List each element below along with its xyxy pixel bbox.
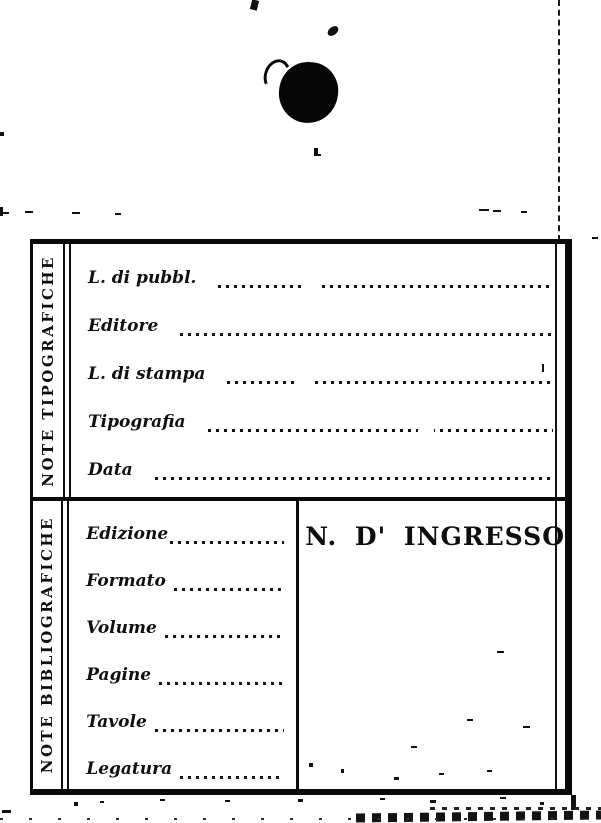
- dotted-rule: [180, 776, 284, 779]
- field-row: [88, 302, 553, 350]
- dotted-rule: [155, 729, 285, 732]
- scan-noise: [467, 719, 473, 721]
- scan-noise: [430, 800, 436, 803]
- scan-noise: [160, 799, 165, 801]
- field-label: Data: [88, 460, 133, 480]
- scan-noise: [0, 132, 4, 136]
- scan-noise: [72, 212, 80, 214]
- section-side-label: NOTE TIPOGRAFICHE: [39, 254, 57, 487]
- scan-noise: [250, 0, 259, 11]
- section-side-label: NOTE BIBLIOGRAFICHE: [38, 516, 57, 774]
- dotted-rule: [165, 635, 285, 638]
- field-row: [88, 398, 553, 446]
- field-label: Tavole: [86, 712, 147, 732]
- field-row: [86, 699, 284, 746]
- scan-noise: [521, 211, 527, 213]
- field-row: [88, 350, 553, 398]
- scan-noise-band: [430, 807, 601, 810]
- scan-noise: [487, 770, 492, 772]
- scan-noise: [314, 154, 321, 156]
- ingresso-box: [299, 501, 565, 789]
- field-label: Edizione: [86, 524, 169, 544]
- field-label: Formato: [86, 571, 166, 591]
- scan-noise: [2, 810, 11, 813]
- scan-noise: [542, 364, 544, 372]
- field-row: [86, 746, 284, 789]
- scan-noise: [74, 802, 78, 806]
- scan-noise: [411, 746, 417, 748]
- section-note-bibliografiche: [33, 501, 565, 789]
- scan-noise: [25, 211, 33, 213]
- side-strip: [33, 501, 61, 789]
- ingresso-label: N. D' INGRESSO: [305, 522, 565, 551]
- scan-noise: [523, 726, 530, 728]
- dotted-rule: [218, 285, 553, 288]
- dotted-rule: [180, 333, 553, 336]
- dotted-rule: [208, 429, 553, 432]
- scan-noise: [592, 237, 598, 239]
- field-row: [86, 511, 284, 558]
- scan-noise: [540, 802, 544, 805]
- field-label: Legatura: [86, 759, 173, 779]
- field-label: Pagine: [86, 665, 152, 685]
- double-rule: [61, 501, 69, 789]
- dotted-rule: [155, 477, 553, 480]
- scan-noise: [100, 801, 104, 803]
- scan-noise: [341, 769, 344, 773]
- fields-area: [69, 501, 296, 789]
- dotted-rule: [227, 381, 553, 384]
- field-row: [86, 558, 284, 605]
- scan-noise: [479, 209, 489, 211]
- field-row: [88, 254, 553, 302]
- scan-noise: [115, 213, 121, 215]
- side-strip: [33, 244, 63, 497]
- scan-noise: [493, 210, 501, 212]
- scan-noise: [439, 773, 444, 775]
- double-rule: [63, 244, 71, 497]
- scan-noise: [298, 799, 303, 802]
- field-label: Editore: [88, 316, 159, 336]
- field-row: [86, 605, 284, 652]
- scan-noise: [2, 212, 9, 214]
- section-note-tipografiche: [33, 244, 565, 497]
- scan-noise: [326, 24, 340, 38]
- scan-noise: [497, 651, 504, 653]
- field-label: L. di pubbl.: [88, 268, 197, 288]
- scan-noise-band: [356, 811, 601, 823]
- scan-vertical-line: [558, 0, 560, 241]
- scan-noise: [380, 798, 385, 800]
- dotted-rule: [159, 682, 284, 685]
- scan-noise: [225, 800, 230, 802]
- field-label: Volume: [86, 618, 157, 638]
- field-label: L. di stampa: [88, 364, 206, 384]
- field-row: [88, 446, 553, 494]
- scan-noise: [309, 763, 313, 767]
- fields-area: [71, 244, 565, 497]
- dotted-rule: [170, 541, 284, 544]
- dotted-rule: [174, 588, 285, 591]
- field-label: Tipografia: [88, 412, 186, 432]
- scan-noise: [500, 797, 506, 799]
- field-row: [86, 652, 284, 699]
- scan-noise: [394, 777, 399, 780]
- catalog-card: [30, 239, 572, 795]
- scan-noise-band: [0, 818, 601, 820]
